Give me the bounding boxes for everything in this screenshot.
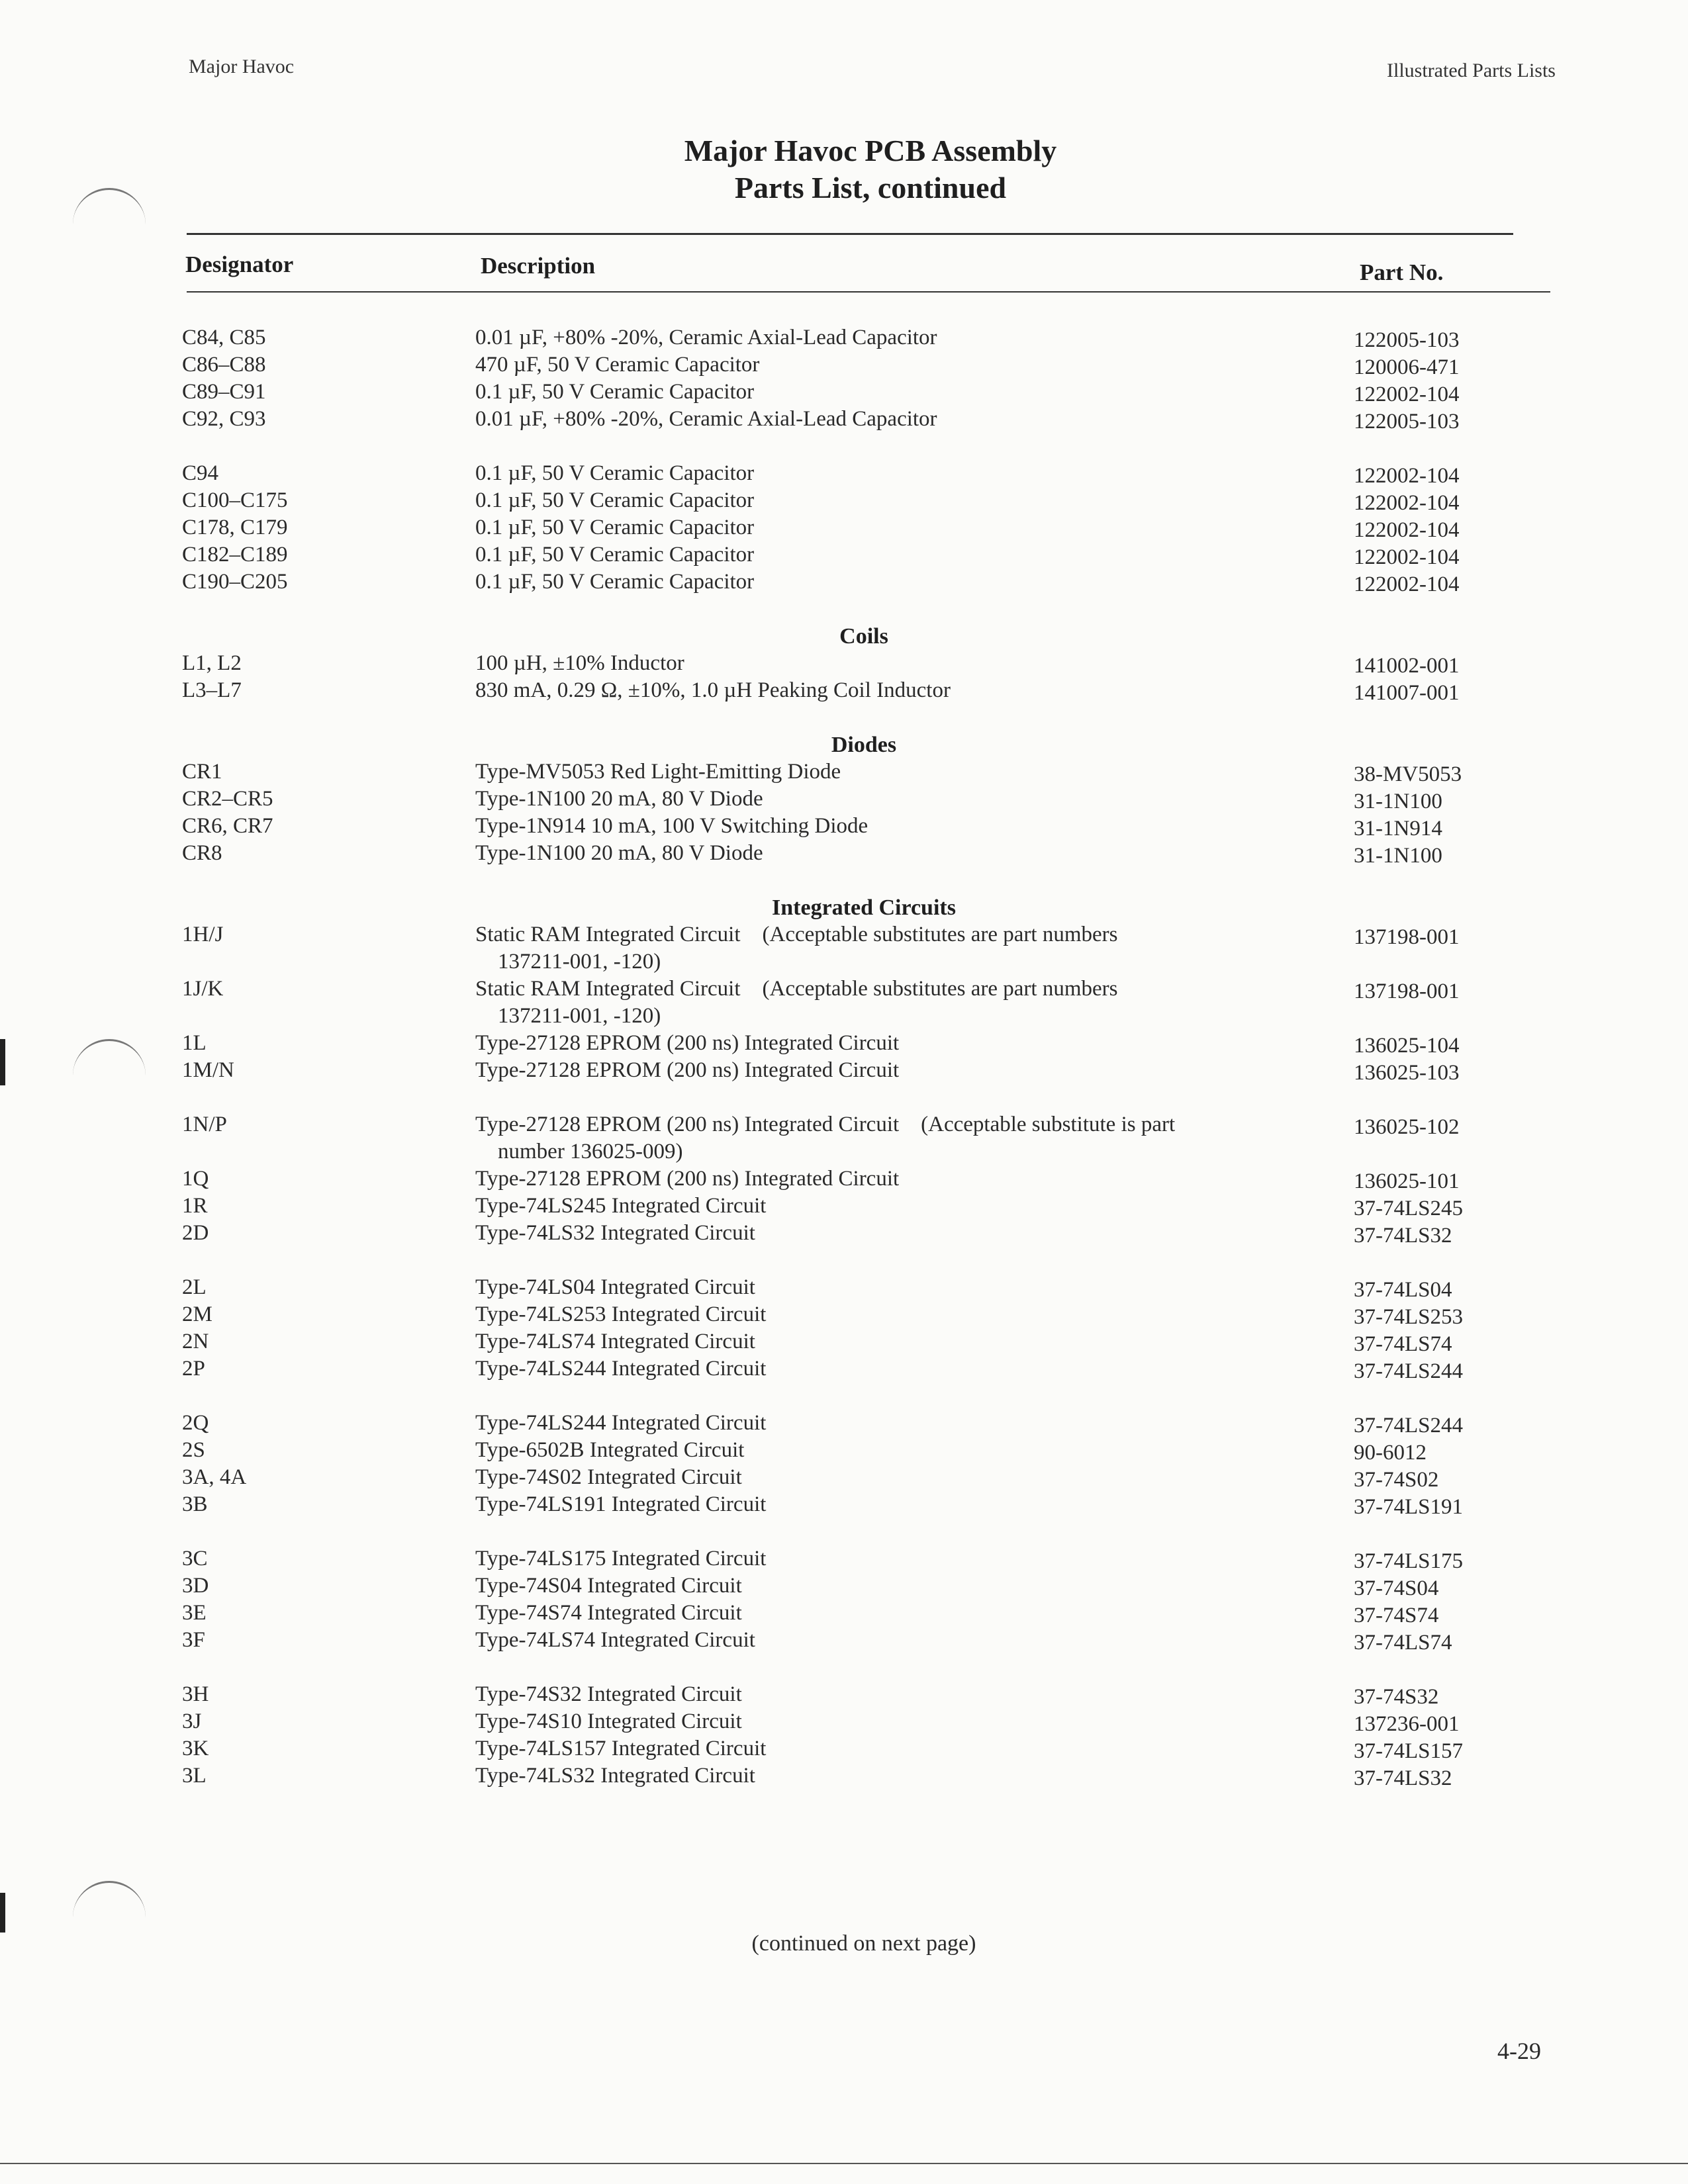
part-number-cell: 137198-001 [1354,925,1460,949]
description-text: Type-74LS32 Integrated Circuit [475,1764,755,1788]
description-cell [475,406,1309,433]
description-text: Type-6502B Integrated Circuit [475,1438,745,1462]
part-number-cell: 31-1N100 [1354,790,1442,813]
description-cell [475,1111,1309,1165]
group-gap [0,704,1688,731]
description-cell [475,1220,1309,1247]
part-number-cell: 37-74LS191 [1354,1495,1463,1519]
designator-cell: CR2–CR5 [182,787,273,811]
group-capacitors-a [0,324,1688,433]
part-number-cell: 31-1N100 [1354,844,1442,868]
description-text: 470 µF, 50 V Ceramic Capacitor [475,353,760,377]
group-ic-d [0,1410,1688,1518]
table-row [0,1193,1688,1220]
part-number-cell: 122002-104 [1354,383,1460,406]
description-cell [475,1410,1309,1437]
designator-cell: 2P [182,1357,205,1381]
parts-table [0,324,1688,1790]
description-text: Type-74LS244 Integrated Circuit [475,1411,767,1435]
designator-cell: L1, L2 [182,651,242,675]
designator-cell: C94 [182,461,219,485]
description-text: Type-74S32 Integrated Circuit [475,1682,742,1706]
description-cell [475,1572,1309,1600]
group-ic-a [0,921,1688,1084]
description-text: Type-74LS74 Integrated Circuit [475,1330,755,1353]
description-cell [475,813,1309,840]
description-text: Type-74LS04 Integrated Circuit [475,1275,755,1299]
table-row [0,1735,1688,1762]
table-row [0,813,1688,840]
group-gap [0,1383,1688,1410]
description-cell [475,677,1309,704]
table-row [0,1301,1688,1328]
designator-cell: 1J/K [182,977,224,1001]
description-text: Type-27128 EPROM (200 ns) Integrated Circuit [475,1167,900,1191]
part-number-cell: 37-74LS74 [1354,1332,1452,1356]
table-row [0,1545,1688,1572]
table-row [0,1220,1688,1247]
designator-cell: 1Q [182,1167,209,1191]
table-row [0,650,1688,677]
section-heading-diodes: Diodes [831,733,897,757]
binder-edge-mark-bottom [0,1893,5,1933]
designator-cell: 3A, 4A [182,1465,247,1489]
description-text: Type-1N914 10 mA, 100 V Switching Diode [475,814,868,838]
table-row [0,840,1688,867]
designator-cell: 3C [182,1547,208,1570]
description-continuation: number 136025-009) [498,1140,683,1163]
group-ic-e [0,1545,1688,1654]
part-number-cell: 122005-103 [1354,410,1460,433]
group-diodes [0,758,1688,867]
designator-cell: 2N [182,1330,209,1353]
section-heading-coils: Coils [839,624,888,649]
table-row [0,569,1688,596]
description-cell [475,921,1309,976]
designator-cell: C92, C93 [182,407,266,431]
description-text: 0.1 µF, 50 V Ceramic Capacitor [475,570,755,594]
designator-cell: 3J [182,1709,202,1733]
description-cell [475,1545,1309,1572]
part-number-cell: 37-74LS74 [1354,1631,1452,1655]
table-row [0,351,1688,379]
description-cell [475,1708,1309,1735]
page-number: 4-29 [1497,2038,1541,2064]
table-row [0,1437,1688,1464]
description-text: Type-74S04 Integrated Circuit [475,1574,742,1598]
part-number-cell: 37-74LS32 [1354,1224,1452,1248]
description-text: 100 µH, ±10% Inductor [475,651,684,675]
designator-cell: C86–C88 [182,353,266,377]
description-cell [475,460,1309,487]
description-text: Type-74LS244 Integrated Circuit [475,1357,767,1381]
table-row [0,324,1688,351]
description-text: Type-27128 EPROM (200 ns) Integrated Circuit (Acceptable substitute is part [475,1113,1176,1136]
designator-cell: 2M [182,1302,212,1326]
part-number-cell: 37-74S32 [1354,1685,1439,1709]
table-row [0,1410,1688,1437]
part-number-cell: 37-74LS175 [1354,1549,1463,1573]
part-number-cell: 31-1N914 [1354,817,1442,841]
description-cell [475,786,1309,813]
table-row [0,1030,1688,1057]
designator-cell: 2Q [182,1411,209,1435]
designator-cell: 3D [182,1574,209,1598]
designator-cell: C182–C189 [182,543,288,567]
table-row [0,758,1688,786]
description-text: 0.1 µF, 50 V Ceramic Capacitor [475,461,755,485]
part-number-cell: 37-74LS244 [1354,1359,1463,1383]
section-heading-integrated-circuits: Integrated Circuits [772,895,956,920]
group-coils [0,650,1688,704]
designator-cell: 3B [182,1492,208,1516]
designator-cell: 3K [182,1737,209,1760]
description-cell [475,1274,1309,1301]
description-text: Type-27128 EPROM (200 ns) Integrated Circuit [475,1058,900,1082]
group-capacitors-b [0,460,1688,596]
part-number-cell: 37-74S02 [1354,1468,1439,1492]
description-continuation: 137211-001, -120) [498,950,661,974]
part-number-cell: 122002-104 [1354,518,1460,542]
part-number-cell: 38-MV5053 [1354,762,1462,786]
table-row [0,1165,1688,1193]
description-cell [475,1301,1309,1328]
column-header-part-no: Part No. [1360,259,1444,285]
description-text: Type-74LS157 Integrated Circuit [475,1737,767,1760]
designator-cell: 3F [182,1628,205,1652]
description-cell [475,650,1309,677]
group-gap [0,1247,1688,1274]
running-head-right: Illustrated Parts Lists [1387,60,1556,81]
description-cell [475,1057,1309,1084]
description-text: Type-27128 EPROM (200 ns) Integrated Circuit [475,1031,900,1055]
table-row [0,541,1688,569]
designator-cell: C178, C179 [182,516,288,539]
part-number-cell: 136025-103 [1354,1061,1460,1085]
running-head-left: Major Havoc [189,56,295,77]
part-number-cell: 122005-103 [1354,328,1460,352]
description-cell [475,1627,1309,1654]
designator-cell: 1H/J [182,923,224,946]
description-text: 0.1 µF, 50 V Ceramic Capacitor [475,543,755,567]
table-row [0,1328,1688,1355]
part-number-cell: 137198-001 [1354,979,1460,1003]
description-text: Type-1N100 20 mA, 80 V Diode [475,841,763,865]
designator-cell: 2S [182,1438,205,1462]
description-text: Type-74S10 Integrated Circuit [475,1709,742,1733]
group-ic-f [0,1681,1688,1790]
description-cell [475,1735,1309,1762]
part-number-cell: 122002-104 [1354,572,1460,596]
description-text: Type-74LS253 Integrated Circuit [475,1302,767,1326]
part-number-cell: 37-74LS245 [1354,1197,1463,1220]
table-row [0,1464,1688,1491]
table-row [0,460,1688,487]
table-row [0,514,1688,541]
part-number-cell: 136025-102 [1354,1115,1460,1139]
part-number-cell: 120006-471 [1354,355,1460,379]
page-title [0,132,1688,206]
part-number-cell: 141002-001 [1354,654,1460,678]
table-row [0,1681,1688,1708]
designator-cell: CR8 [182,841,222,865]
description-cell [475,1681,1309,1708]
table-row [0,1057,1688,1084]
part-number-cell: 122002-104 [1354,545,1460,569]
group-gap [0,867,1688,894]
part-number-cell: 37-74S04 [1354,1576,1439,1600]
description-text: Type-1N100 20 mA, 80 V Diode [475,787,763,811]
designator-cell: 1L [182,1031,207,1055]
description-cell [475,569,1309,596]
column-header-designator: Designator [185,251,294,277]
part-number-cell: 122002-104 [1354,464,1460,488]
table-row [0,1627,1688,1654]
description-cell [475,1464,1309,1491]
table-row [0,1600,1688,1627]
designator-cell: 1R [182,1194,208,1218]
designator-cell: 2D [182,1221,209,1245]
description-text: Type-74S74 Integrated Circuit [475,1601,742,1625]
description-cell [475,840,1309,867]
description-cell [475,1193,1309,1220]
group-ic-c [0,1274,1688,1383]
part-number-cell: 136025-101 [1354,1169,1460,1193]
table-row [0,1762,1688,1790]
part-number-cell: 122002-104 [1354,491,1460,515]
designator-cell: CR6, CR7 [182,814,273,838]
part-number-cell: 37-74LS253 [1354,1305,1463,1329]
part-number-cell: 137236-001 [1354,1712,1460,1736]
binder-hole-bottom [73,1881,146,1923]
designator-cell: C84, C85 [182,326,266,349]
description-cell [475,379,1309,406]
designator-cell: 2L [182,1275,207,1299]
group-gap [0,1084,1688,1111]
table-row [0,1111,1688,1165]
column-header-description: Description [481,253,596,279]
group-gap [0,433,1688,460]
table-row [0,1708,1688,1735]
designator-cell: CR1 [182,760,222,784]
description-cell [475,976,1309,1030]
group-gap [0,1654,1688,1681]
page-title-line2: Parts List, continued [734,171,1007,205]
table-row [0,786,1688,813]
table-row [0,487,1688,514]
description-cell [475,1355,1309,1383]
designator-cell: 1M/N [182,1058,234,1082]
description-cell [475,324,1309,351]
description-text: Type-74LS74 Integrated Circuit [475,1628,755,1652]
description-cell [475,541,1309,569]
description-cell [475,514,1309,541]
description-text: 0.01 µF, +80% -20%, Ceramic Axial-Lead Capacitor [475,407,937,431]
continued-note: (continued on next page) [751,1931,976,1956]
description-text: Static RAM Integrated Circuit (Acceptable substitutes are part numbers [475,977,1118,1001]
designator-cell: 1N/P [182,1113,227,1136]
header-rule-top [187,233,1513,235]
table-row [0,1274,1688,1301]
table-row [0,406,1688,433]
table-row [0,1491,1688,1518]
header-rule-bottom [187,291,1550,293]
table-row [0,379,1688,406]
description-cell [475,1030,1309,1057]
description-continuation: 137211-001, -120) [498,1004,661,1028]
description-cell [475,1328,1309,1355]
designator-cell: C190–C205 [182,570,288,594]
description-text: 0.01 µF, +80% -20%, Ceramic Axial-Lead Capacitor [475,326,937,349]
description-text: Type-74LS175 Integrated Circuit [475,1547,767,1570]
designator-cell: 3L [182,1764,207,1788]
group-gap [0,596,1688,623]
description-text: 0.1 µF, 50 V Ceramic Capacitor [475,488,755,512]
description-text: Type-74LS245 Integrated Circuit [475,1194,767,1218]
description-text: 0.1 µF, 50 V Ceramic Capacitor [475,516,755,539]
description-cell [475,487,1309,514]
description-text: Type-74LS32 Integrated Circuit [475,1221,755,1245]
description-cell [475,758,1309,786]
description-text: 0.1 µF, 50 V Ceramic Capacitor [475,380,755,404]
part-number-cell: 136025-104 [1354,1034,1460,1058]
description-cell [475,1600,1309,1627]
page-title-line1: Major Havoc PCB Assembly [684,134,1057,167]
part-number-cell: 37-74LS244 [1354,1414,1463,1437]
group-gap [0,1518,1688,1545]
part-number-cell: 37-74S74 [1354,1604,1439,1627]
description-text: 830 mA, 0.29 Ω, ±10%, 1.0 µH Peaking Coil Inductor [475,678,951,702]
designator-cell: L3–L7 [182,678,242,702]
part-number-cell: 141007-001 [1354,681,1460,705]
scan-edge-line [0,2163,1688,2164]
designator-cell: 3E [182,1601,207,1625]
part-number-cell: 37-74LS157 [1354,1739,1463,1763]
description-cell [475,1762,1309,1790]
designator-cell: 3H [182,1682,209,1706]
group-ic-b [0,1111,1688,1247]
table-row [0,921,1688,976]
table-row [0,976,1688,1030]
designator-cell: C100–C175 [182,488,288,512]
table-row [0,677,1688,704]
description-cell [475,1437,1309,1464]
description-cell [475,1491,1309,1518]
description-text: Type-MV5053 Red Light-Emitting Diode [475,760,841,784]
description-text: Type-74LS191 Integrated Circuit [475,1492,767,1516]
designator-cell: C89–C91 [182,380,266,404]
description-text: Type-74S02 Integrated Circuit [475,1465,742,1489]
table-row [0,1572,1688,1600]
part-number-cell: 37-74LS04 [1354,1278,1452,1302]
description-cell [475,1165,1309,1193]
part-number-cell: 90-6012 [1354,1441,1427,1465]
part-number-cell: 37-74LS32 [1354,1766,1452,1790]
table-row [0,1355,1688,1383]
description-cell [475,351,1309,379]
description-text: Static RAM Integrated Circuit (Acceptable substitutes are part numbers [475,923,1118,946]
